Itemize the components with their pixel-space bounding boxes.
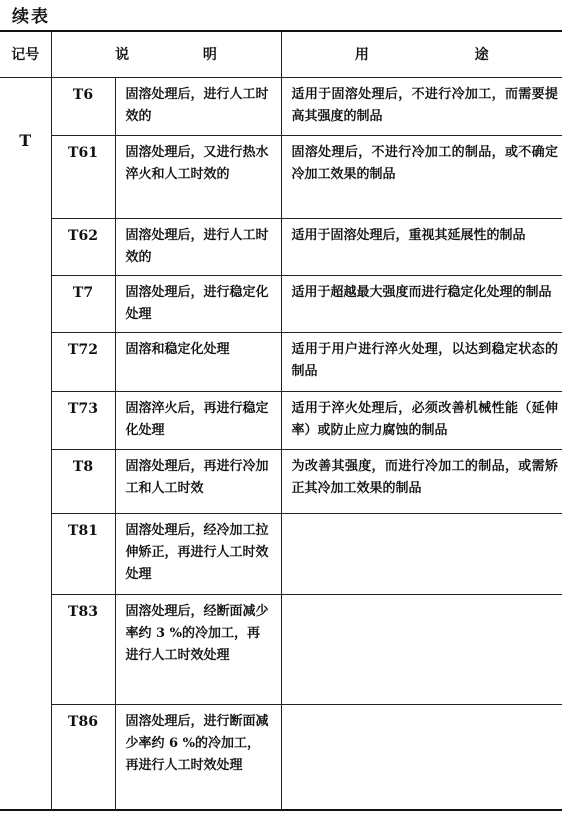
table-row	[0, 705, 562, 810]
row-description: 固溶处理后，进行断面减少率约 6 %的冷加工，再进行人工时效处理	[115, 705, 281, 810]
row-usage: 固溶处理后，不进行冷加工的制品，或不确定冷加工效果的制品	[281, 136, 562, 219]
row-description: 固溶处理后，进行人工时效的	[115, 78, 281, 136]
table-row	[0, 595, 562, 705]
table-row	[0, 78, 562, 136]
row-code: T7	[51, 276, 115, 333]
row-code: T86	[51, 705, 115, 810]
row-description: 固溶处理后，进行人工时效的	[115, 219, 281, 276]
row-description: 固溶处理后，又进行热水淬火和人工时效的	[115, 136, 281, 219]
table-row	[0, 333, 562, 392]
row-usage: 适用于用户进行淬火处理，以达到稳定状态的制品	[281, 333, 562, 392]
row-code: T8	[51, 450, 115, 514]
row-code: T81	[51, 514, 115, 595]
row-code: T6	[51, 78, 115, 136]
table-row	[0, 219, 562, 276]
header-usage	[281, 31, 562, 78]
row-code: T83	[51, 595, 115, 705]
row-description: 固溶和稳定化处理	[115, 333, 281, 392]
row-code: T72	[51, 333, 115, 392]
row-usage: 为改善其强度，而进行冷加工的制品，或需矫正其冷加工效果的制品	[281, 450, 562, 514]
row-usage: 适用于固溶处理后，不进行冷加工，而需要提高其强度的制品	[281, 78, 562, 136]
page-title: 续表	[12, 7, 50, 27]
table-row	[0, 514, 562, 595]
row-description: 固溶处理后，再进行冷加工和人工时效	[115, 450, 281, 514]
row-usage	[281, 595, 562, 705]
table-row	[0, 392, 562, 450]
header-usage-left: 用	[354, 46, 369, 63]
row-usage: 适用于超越最大强度而进行稳定化处理的制品	[281, 276, 562, 333]
row-usage: 适用于淬火处理后，必须改善机械性能（延伸率）或防止应力腐蚀的制品	[281, 392, 562, 450]
header-description-left: 说	[115, 46, 130, 63]
group-code: T	[0, 78, 51, 810]
row-description: 固溶淬火后，再进行稳定化处理	[115, 392, 281, 450]
row-usage: 适用于固溶处理后，重视其延展性的制品	[281, 219, 562, 276]
row-code: T62	[51, 219, 115, 276]
row-usage	[281, 705, 562, 810]
header-row	[0, 31, 562, 78]
row-code: T61	[51, 136, 115, 219]
row-code: T73	[51, 392, 115, 450]
header-description	[51, 31, 281, 78]
row-description: 固溶处理后，进行稳定化处理	[115, 276, 281, 333]
row-description: 固溶处理后，经断面减少率约 3 %的冷加工，再进行人工时效处理	[115, 595, 281, 705]
table-row	[0, 136, 562, 219]
header-usage-right: 途	[474, 46, 489, 63]
table-row	[0, 276, 562, 333]
treatment-table	[0, 30, 562, 811]
table-row	[0, 450, 562, 514]
header-description-right: 明	[202, 46, 217, 63]
header-code: 记号	[0, 31, 51, 78]
row-usage	[281, 514, 562, 595]
row-description: 固溶处理后，经冷加工拉伸矫正，再进行人工时效处理	[115, 514, 281, 595]
